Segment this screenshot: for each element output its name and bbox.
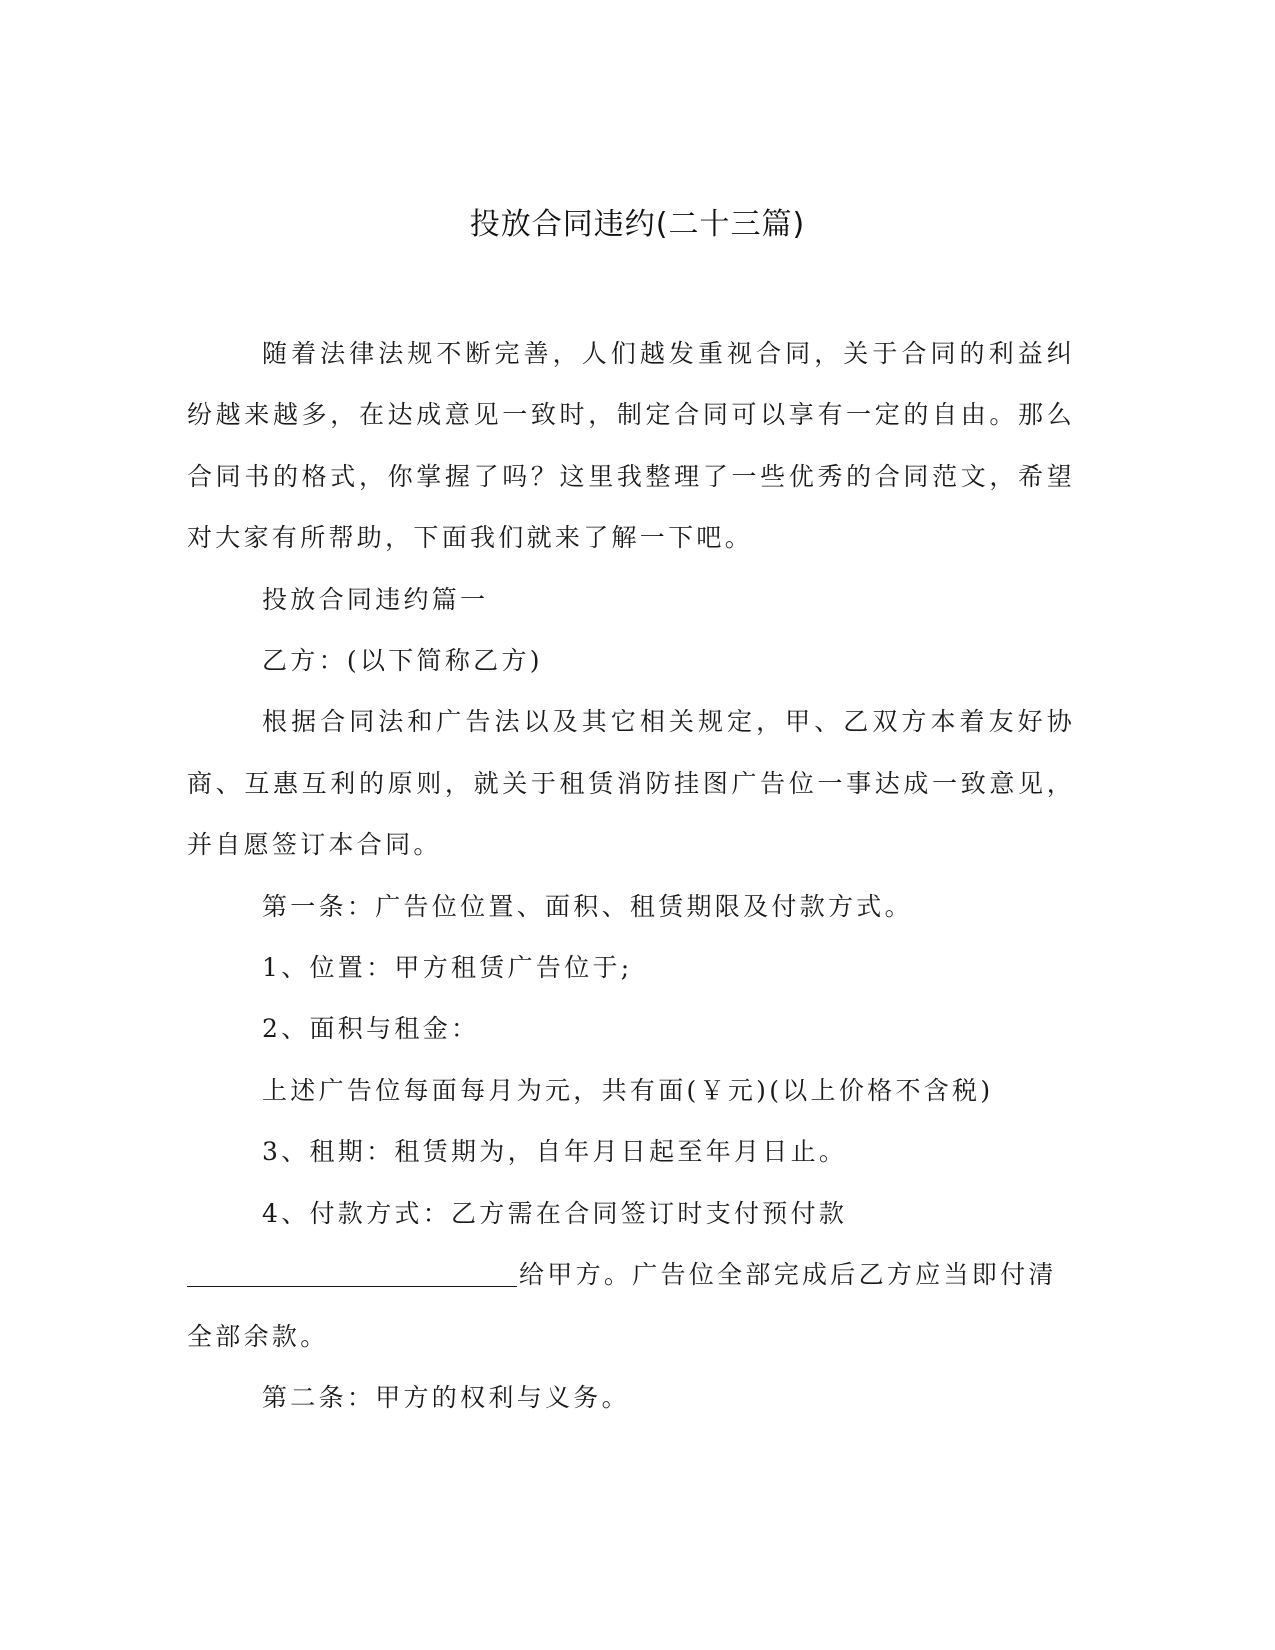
document-title: 投放合同违约(二十三篇) — [469, 207, 806, 242]
section-heading: 投放合同违约篇一 — [262, 584, 489, 614]
item-4-line-2 — [187, 1244, 1075, 1305]
article-1-heading: 第一条：广告位位置、面积、租赁期限及付款方式。 — [262, 891, 913, 921]
document-body — [187, 323, 1075, 1428]
item-4-line-3: 全部余款。 — [187, 1321, 329, 1351]
preamble-paragraph: 根据合同法和广告法以及其它相关规定，甲、乙双方本着友好协商、互惠互利的原则，就关于租赁消防挂图广告位一事达成一致意见，并自愿签订本合同。 — [187, 707, 1075, 860]
fill-in-blank — [187, 1258, 517, 1287]
article-2-heading: 第二条：甲方的权利与义务。 — [262, 1382, 630, 1412]
item-4-payment — [187, 1183, 1075, 1367]
item-4-line-1: 4、付款方式：乙方需在合同签订时支付预付款 — [262, 1198, 848, 1228]
item-2-area-rent: 2、面积与租金： — [262, 1014, 480, 1044]
intro-paragraph: 随着法律法规不断完善，人们越发重视合同，关于合同的利益纠纷越来越多，在达成意见一致时，制定合同可以享有一定的自由。那么合同书的格式，你掌握了吗？这里我整理了一些优秀的合同范文，希望对大家有所帮助，下面我们就来了解一下吧。 — [187, 339, 1075, 553]
party-b-line: 乙方：(以下简称乙方) — [262, 646, 543, 676]
item-1-location: 1、位置：甲方租赁广告位于; — [262, 953, 633, 983]
item-3-term: 3、租期：租赁期为，自年月日起至年月日止。 — [262, 1137, 848, 1167]
item-4-line-2-text: 给甲方。广告位全部完成后乙方应当即付清 — [519, 1260, 1057, 1290]
item-2-detail: 上述广告位每面每月为元，共有面(￥元)(以上价格不含税) — [262, 1075, 994, 1105]
